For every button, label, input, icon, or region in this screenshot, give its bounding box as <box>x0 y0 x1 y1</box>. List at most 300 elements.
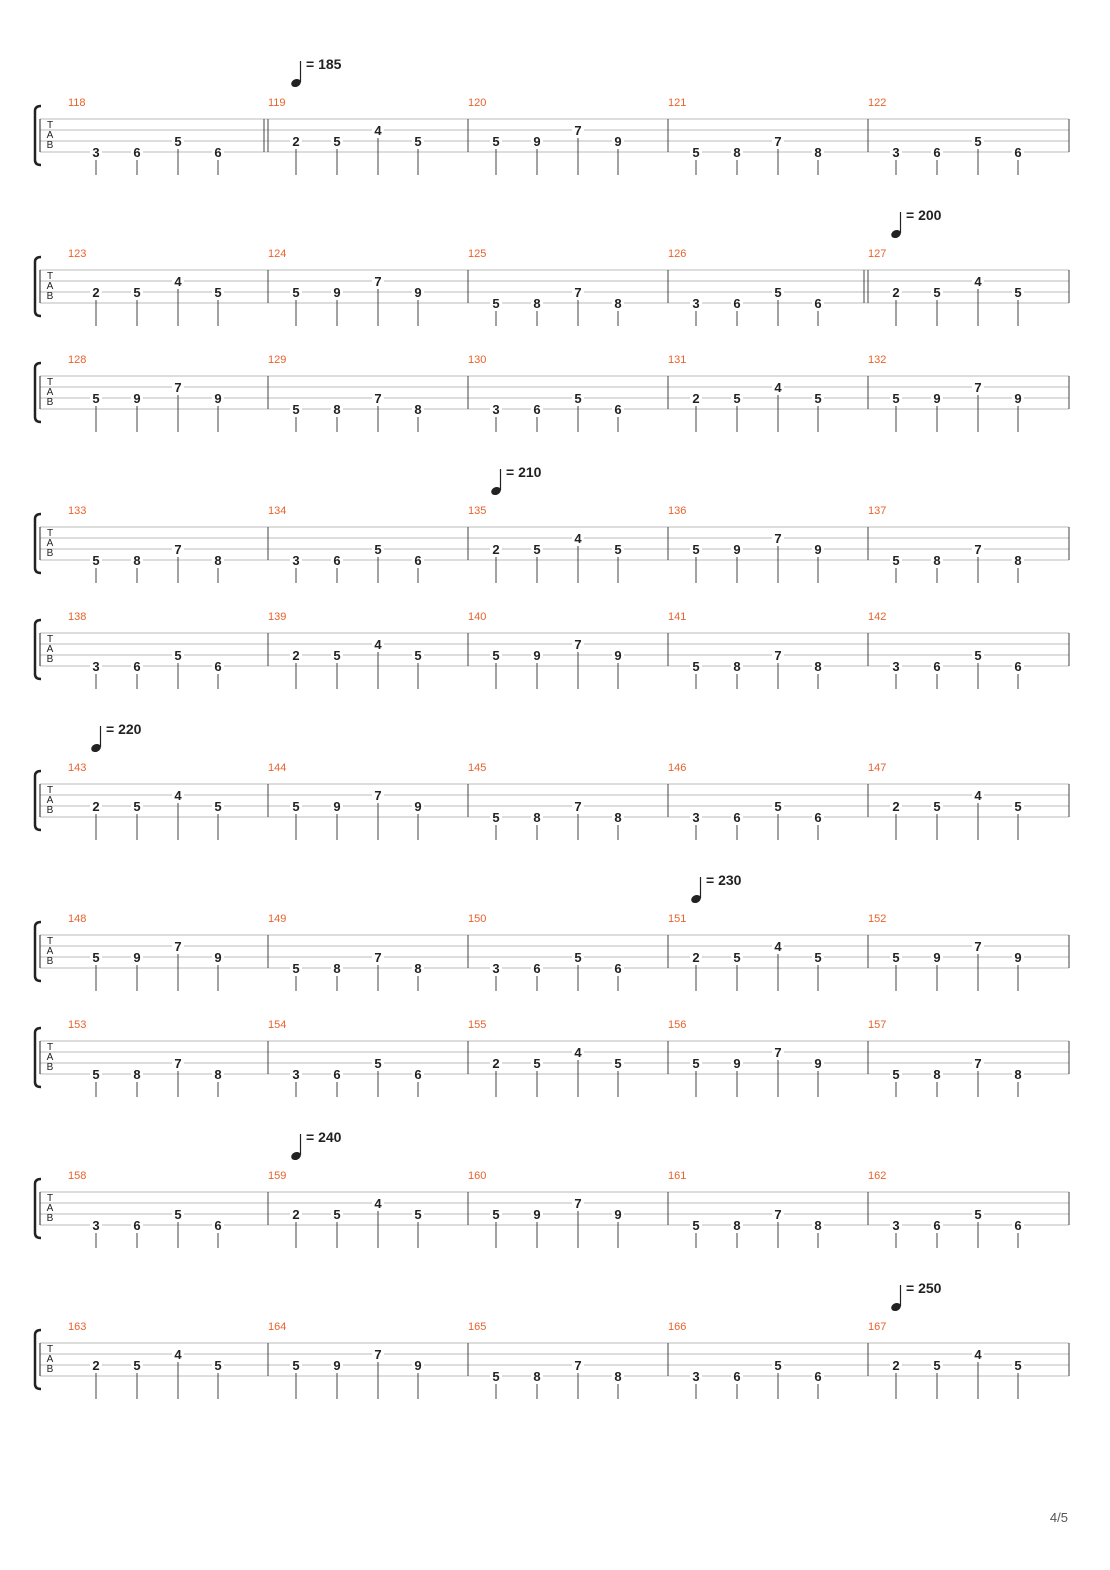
fret-number: 6 <box>933 145 941 160</box>
fret-number: 5 <box>692 542 700 557</box>
tab-clef-letter: T <box>46 936 54 947</box>
tempo-marking <box>890 207 942 240</box>
fret-number: 6 <box>614 961 622 976</box>
fret-number: 5 <box>174 134 182 149</box>
fret-number: 4 <box>974 274 982 289</box>
fret-number: 3 <box>92 1218 100 1233</box>
measure-number: 165 <box>468 1321 487 1333</box>
fret-number: 2 <box>692 391 700 406</box>
fret-number: 5 <box>292 1358 300 1373</box>
tab-clef-letter: B <box>46 397 54 408</box>
measure-number: 121 <box>668 97 687 109</box>
tab-clef-letter: T <box>46 528 54 539</box>
measure-number: 157 <box>868 1019 887 1031</box>
tempo-marking <box>690 872 742 905</box>
tempo-value: = 185 <box>306 56 342 72</box>
fret-number: 9 <box>614 1207 622 1222</box>
fret-number: 8 <box>214 1067 222 1082</box>
tab-clef-letter: B <box>46 654 54 665</box>
fret-number: 5 <box>214 285 222 300</box>
fret-number: 9 <box>214 950 222 965</box>
fret-number: 5 <box>692 145 700 160</box>
fret-number: 5 <box>92 391 100 406</box>
fret-number: 3 <box>692 810 700 825</box>
fret-number: 7 <box>374 1347 382 1362</box>
fret-number: 5 <box>133 799 141 814</box>
fret-number: 5 <box>414 134 422 149</box>
tab-clef-letter: A <box>46 538 54 549</box>
tempo-marking <box>290 56 342 89</box>
fret-number: 8 <box>933 553 941 568</box>
fret-number: 5 <box>974 1207 982 1222</box>
tab-clef-letter: B <box>46 1213 54 1224</box>
fret-number: 5 <box>492 134 500 149</box>
tab-system <box>35 721 1069 840</box>
fret-number: 9 <box>133 391 141 406</box>
fret-number: 7 <box>374 391 382 406</box>
fret-number: 5 <box>333 648 341 663</box>
fret-number: 6 <box>214 659 222 674</box>
measure-number: 140 <box>468 611 487 623</box>
measure-number: 139 <box>268 611 287 623</box>
tab-clef-letter: T <box>46 1193 54 1204</box>
fret-number: 8 <box>333 961 341 976</box>
measure-number: 166 <box>668 1321 687 1333</box>
fret-number: 7 <box>574 123 582 138</box>
measure-number: 141 <box>668 611 687 623</box>
fret-number: 5 <box>174 648 182 663</box>
fret-number: 5 <box>492 810 500 825</box>
tab-clef-letter: A <box>46 1354 54 1365</box>
fret-number: 2 <box>892 799 900 814</box>
fret-number: 7 <box>974 1056 982 1071</box>
tab-clef-letter: B <box>46 291 54 302</box>
fret-number: 5 <box>614 1056 622 1071</box>
fret-number: 8 <box>733 1218 741 1233</box>
measure-number: 150 <box>468 913 487 925</box>
fret-number: 5 <box>492 296 500 311</box>
tempo-value: = 220 <box>106 721 142 737</box>
fret-number: 5 <box>174 1207 182 1222</box>
fret-number: 5 <box>292 285 300 300</box>
fret-number: 2 <box>892 1358 900 1373</box>
measure-number: 148 <box>68 913 87 925</box>
measure-number: 137 <box>868 505 887 517</box>
measure-number: 122 <box>868 97 887 109</box>
fret-number: 5 <box>414 1207 422 1222</box>
fret-number: 8 <box>814 145 822 160</box>
fret-number: 3 <box>892 1218 900 1233</box>
fret-number: 5 <box>292 961 300 976</box>
measure-number: 134 <box>268 505 287 517</box>
tab-system <box>35 1129 1069 1248</box>
fret-number: 7 <box>374 274 382 289</box>
measure-number: 158 <box>68 1170 87 1182</box>
fret-number: 7 <box>174 1056 182 1071</box>
fret-number: 6 <box>133 1218 141 1233</box>
fret-number: 5 <box>892 950 900 965</box>
measure-number: 133 <box>68 505 87 517</box>
fret-number: 6 <box>733 296 741 311</box>
fret-number: 8 <box>1014 1067 1022 1082</box>
fret-number: 5 <box>733 950 741 965</box>
fret-number: 3 <box>892 145 900 160</box>
measure-number: 159 <box>268 1170 287 1182</box>
fret-number: 9 <box>933 950 941 965</box>
fret-number: 5 <box>933 799 941 814</box>
fret-number: 2 <box>492 542 500 557</box>
fret-number: 5 <box>574 391 582 406</box>
fret-number: 9 <box>414 799 422 814</box>
tab-clef-letter: T <box>46 271 54 282</box>
fret-number: 9 <box>733 542 741 557</box>
fret-number: 5 <box>492 1369 500 1384</box>
measure-number: 129 <box>268 354 287 366</box>
measure-number: 147 <box>868 762 887 774</box>
measure-number: 152 <box>868 913 887 925</box>
fret-number: 9 <box>333 799 341 814</box>
measure-number: 149 <box>268 913 287 925</box>
fret-number: 9 <box>414 1358 422 1373</box>
measure-number: 123 <box>68 248 87 260</box>
fret-number: 7 <box>974 380 982 395</box>
measure-number: 164 <box>268 1321 287 1333</box>
tempo-value: = 210 <box>506 464 542 480</box>
fret-number: 5 <box>492 1207 500 1222</box>
tab-clef-letter: B <box>46 805 54 816</box>
fret-number: 9 <box>533 134 541 149</box>
tab-clef-letter: A <box>46 1203 54 1214</box>
fret-number: 5 <box>892 553 900 568</box>
fret-number: 6 <box>614 402 622 417</box>
fret-number: 9 <box>614 648 622 663</box>
fret-number: 9 <box>214 391 222 406</box>
fret-number: 8 <box>614 1369 622 1384</box>
tab-clef-letter: A <box>46 795 54 806</box>
tab-clef-letter: T <box>46 120 54 131</box>
fret-number: 4 <box>374 123 382 138</box>
fret-number: 4 <box>774 939 782 954</box>
fret-number: 5 <box>133 285 141 300</box>
measure-number: 135 <box>468 505 487 517</box>
fret-number: 4 <box>574 531 582 546</box>
fret-number: 5 <box>492 648 500 663</box>
page-number: 4/5 <box>1049 1510 1068 1525</box>
fret-number: 7 <box>574 285 582 300</box>
fret-number: 8 <box>933 1067 941 1082</box>
measure-number: 132 <box>868 354 887 366</box>
fret-number: 6 <box>533 402 541 417</box>
fret-number: 5 <box>333 1207 341 1222</box>
fret-number: 3 <box>692 296 700 311</box>
fret-number: 6 <box>1014 145 1022 160</box>
measure-number: 145 <box>468 762 487 774</box>
fret-number: 7 <box>774 648 782 663</box>
tab-clef-letter: A <box>46 281 54 292</box>
fret-number: 5 <box>1014 285 1022 300</box>
measure-number: 163 <box>68 1321 87 1333</box>
tab-clef-letter: B <box>46 1364 54 1375</box>
fret-number: 5 <box>533 1056 541 1071</box>
fret-number: 8 <box>333 402 341 417</box>
tempo-marking <box>290 1129 342 1162</box>
fret-number: 5 <box>692 1056 700 1071</box>
fret-number: 4 <box>174 274 182 289</box>
fret-number: 6 <box>133 659 141 674</box>
tab-clef-letter: A <box>46 1052 54 1063</box>
fret-number: 3 <box>492 402 500 417</box>
tab-system <box>35 464 1069 583</box>
fret-number: 4 <box>574 1045 582 1060</box>
measure-number: 156 <box>668 1019 687 1031</box>
fret-number: 5 <box>733 391 741 406</box>
fret-number: 8 <box>533 1369 541 1384</box>
measure-number: 160 <box>468 1170 487 1182</box>
measure-number: 124 <box>268 248 287 260</box>
measure-number: 167 <box>868 1321 887 1333</box>
fret-number: 6 <box>933 659 941 674</box>
fret-number: 8 <box>1014 553 1022 568</box>
fret-number: 2 <box>92 1358 100 1373</box>
fret-number: 8 <box>733 145 741 160</box>
measure-number: 143 <box>68 762 87 774</box>
fret-number: 7 <box>774 1207 782 1222</box>
fret-number: 3 <box>292 1067 300 1082</box>
fret-number: 4 <box>774 380 782 395</box>
fret-number: 8 <box>414 402 422 417</box>
fret-number: 5 <box>892 1067 900 1082</box>
fret-number: 9 <box>933 391 941 406</box>
fret-number: 6 <box>1014 1218 1022 1233</box>
fret-number: 6 <box>414 1067 422 1082</box>
tab-clef-letter: A <box>46 946 54 957</box>
fret-number: 7 <box>174 939 182 954</box>
tab-clef-letter: B <box>46 548 54 559</box>
fret-number: 5 <box>774 285 782 300</box>
fret-number: 8 <box>533 296 541 311</box>
tab-system <box>35 354 1069 432</box>
fret-number: 7 <box>374 788 382 803</box>
fret-number: 8 <box>133 1067 141 1082</box>
fret-number: 5 <box>92 553 100 568</box>
tempo-value: = 240 <box>306 1129 342 1145</box>
fret-number: 9 <box>1014 950 1022 965</box>
fret-number: 3 <box>92 659 100 674</box>
measure-number: 144 <box>268 762 287 774</box>
fret-number: 9 <box>333 1358 341 1373</box>
measure-number: 130 <box>468 354 487 366</box>
fret-number: 5 <box>92 1067 100 1082</box>
fret-number: 5 <box>692 1218 700 1233</box>
fret-number: 7 <box>774 134 782 149</box>
tab-clef-letter: A <box>46 644 54 655</box>
tab-clef-letter: A <box>46 130 54 141</box>
fret-number: 3 <box>492 961 500 976</box>
tempo-marking <box>490 464 542 497</box>
measure-number: 154 <box>268 1019 287 1031</box>
fret-number: 3 <box>692 1369 700 1384</box>
fret-number: 8 <box>614 810 622 825</box>
tab-clef-letter: T <box>46 377 54 388</box>
fret-number: 5 <box>692 659 700 674</box>
fret-number: 8 <box>814 659 822 674</box>
fret-number: 5 <box>214 799 222 814</box>
tempo-value: = 230 <box>706 872 742 888</box>
fret-number: 4 <box>974 788 982 803</box>
fret-number: 9 <box>814 542 822 557</box>
measure-number: 136 <box>668 505 687 517</box>
fret-number: 3 <box>92 145 100 160</box>
fret-number: 5 <box>333 134 341 149</box>
fret-number: 2 <box>892 285 900 300</box>
fret-number: 2 <box>292 134 300 149</box>
fret-number: 5 <box>974 134 982 149</box>
fret-number: 5 <box>1014 799 1022 814</box>
measure-number: 146 <box>668 762 687 774</box>
fret-number: 7 <box>574 1196 582 1211</box>
fret-number: 5 <box>92 950 100 965</box>
tab-system <box>35 56 1069 175</box>
fret-number: 7 <box>574 1358 582 1373</box>
fret-number: 7 <box>974 542 982 557</box>
fret-number: 8 <box>133 553 141 568</box>
fret-number: 9 <box>414 285 422 300</box>
fret-number: 5 <box>933 285 941 300</box>
fret-number: 4 <box>974 1347 982 1362</box>
fret-number: 2 <box>292 1207 300 1222</box>
fret-number: 8 <box>533 810 541 825</box>
fret-number: 5 <box>1014 1358 1022 1373</box>
measure-number: 131 <box>668 354 687 366</box>
fret-number: 6 <box>814 1369 822 1384</box>
fret-number: 6 <box>214 145 222 160</box>
fret-number: 4 <box>174 788 182 803</box>
fret-number: 5 <box>614 542 622 557</box>
fret-number: 5 <box>814 391 822 406</box>
fret-number: 5 <box>774 1358 782 1373</box>
tab-clef-letter: B <box>46 140 54 151</box>
fret-number: 8 <box>414 961 422 976</box>
fret-number: 8 <box>214 553 222 568</box>
fret-number: 2 <box>92 285 100 300</box>
tempo-marking <box>890 1280 942 1313</box>
fret-number: 7 <box>174 542 182 557</box>
fret-number: 5 <box>892 391 900 406</box>
fret-number: 6 <box>414 553 422 568</box>
fret-number: 5 <box>933 1358 941 1373</box>
tempo-value: = 250 <box>906 1280 942 1296</box>
measure-number: 151 <box>668 913 687 925</box>
tab-system <box>35 872 1069 991</box>
fret-number: 6 <box>814 296 822 311</box>
fret-number: 7 <box>974 939 982 954</box>
fret-number: 9 <box>333 285 341 300</box>
fret-number: 6 <box>333 1067 341 1082</box>
fret-number: 9 <box>533 648 541 663</box>
fret-number: 6 <box>1014 659 1022 674</box>
fret-number: 2 <box>92 799 100 814</box>
fret-number: 9 <box>614 134 622 149</box>
measure-number: 126 <box>668 248 687 260</box>
measure-number: 153 <box>68 1019 87 1031</box>
fret-number: 5 <box>133 1358 141 1373</box>
fret-number: 7 <box>374 950 382 965</box>
fret-number: 6 <box>133 145 141 160</box>
fret-number: 3 <box>892 659 900 674</box>
fret-number: 2 <box>292 648 300 663</box>
fret-number: 5 <box>374 542 382 557</box>
measure-number: 128 <box>68 354 87 366</box>
fret-number: 8 <box>614 296 622 311</box>
fret-number: 6 <box>533 961 541 976</box>
fret-number: 9 <box>733 1056 741 1071</box>
tab-system <box>35 611 1069 689</box>
fret-number: 4 <box>374 637 382 652</box>
measure-number: 119 <box>268 97 286 109</box>
fret-number: 7 <box>174 380 182 395</box>
tab-clef-letter: T <box>46 634 54 645</box>
fret-number: 5 <box>574 950 582 965</box>
fret-number: 8 <box>733 659 741 674</box>
tab-clef-letter: T <box>46 1042 54 1053</box>
fret-number: 6 <box>733 1369 741 1384</box>
tab-system <box>35 1019 1069 1097</box>
fret-number: 9 <box>533 1207 541 1222</box>
fret-number: 2 <box>492 1056 500 1071</box>
fret-number: 2 <box>692 950 700 965</box>
tempo-value: = 200 <box>906 207 942 223</box>
fret-number: 7 <box>574 799 582 814</box>
fret-number: 3 <box>292 553 300 568</box>
fret-number: 4 <box>174 1347 182 1362</box>
measure-number: 161 <box>668 1170 687 1182</box>
measure-number: 155 <box>468 1019 487 1031</box>
fret-number: 9 <box>133 950 141 965</box>
tab-clef-letter: T <box>46 785 54 796</box>
fret-number: 5 <box>974 648 982 663</box>
fret-number: 9 <box>1014 391 1022 406</box>
measure-number: 127 <box>868 248 887 260</box>
fret-number: 6 <box>214 1218 222 1233</box>
tab-clef-letter: T <box>46 1344 54 1355</box>
tab-clef-letter: A <box>46 387 54 398</box>
measure-number: 125 <box>468 248 487 260</box>
fret-number: 9 <box>814 1056 822 1071</box>
fret-number: 6 <box>933 1218 941 1233</box>
fret-number: 7 <box>774 531 782 546</box>
measure-number: 120 <box>468 97 487 109</box>
fret-number: 6 <box>814 810 822 825</box>
measure-number: 138 <box>68 611 87 623</box>
fret-number: 5 <box>292 799 300 814</box>
fret-number: 4 <box>374 1196 382 1211</box>
fret-number: 7 <box>574 637 582 652</box>
measure-number: 162 <box>868 1170 887 1182</box>
tab-clef-letter: B <box>46 956 54 967</box>
tab-clef-letter: B <box>46 1062 54 1073</box>
fret-number: 5 <box>774 799 782 814</box>
measure-number: 142 <box>868 611 887 623</box>
tab-system <box>35 1280 1069 1399</box>
fret-number: 5 <box>533 542 541 557</box>
fret-number: 6 <box>333 553 341 568</box>
tab-system <box>35 207 1069 326</box>
fret-number: 5 <box>374 1056 382 1071</box>
fret-number: 5 <box>292 402 300 417</box>
fret-number: 5 <box>414 648 422 663</box>
fret-number: 6 <box>733 810 741 825</box>
fret-number: 7 <box>774 1045 782 1060</box>
